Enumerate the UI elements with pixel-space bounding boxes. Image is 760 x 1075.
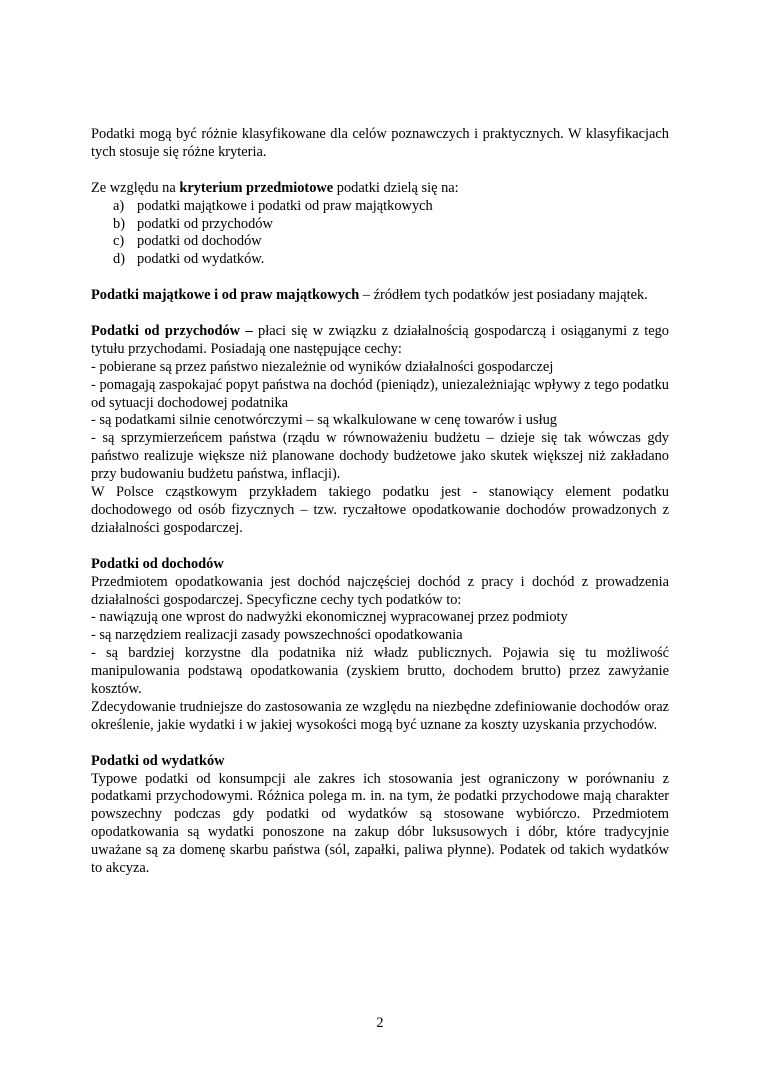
list-item-text: podatki majątkowe i podatki od praw majątkowych <box>137 197 433 214</box>
criterion-prefix: Ze względu na <box>91 179 180 196</box>
list-item-text: podatki od przychodów <box>137 215 273 232</box>
list-marker: c) <box>113 233 125 250</box>
intro-paragraph: Podatki mogą być różnie klasyfikowane dla celów poznawczych i praktycznych. W klasyfikacjach tych stosuje się różne kryteria. <box>91 126 669 160</box>
majatkowe-paragraph <box>91 287 669 305</box>
przychody-feature: - pomagają zaspokajać popyt państwa na dochód (pieniądz), uniezależniając wpływy z tego podatku od sytuacji dochodowej podatnika <box>91 376 669 411</box>
spacer <box>91 538 669 556</box>
przychody-poland-paragraph: W Polsce cząstkowym przykładem takiego podatku jest - stanowiący element podatku dochodowego od osób fizycznych – tzw. ryczałtowe opodatkowanie dochodów prowadzonych z działalności gospodarczej. <box>91 484 669 536</box>
dochody-closing: Zdecydowanie trudniejsze do zastosowania ze względu na niezbędne zdefiniowanie dochodów oraz określenie, jakie wydatki i w jakiej wysokości mogą być uznane za koszty uzyskania przychodów. <box>91 698 669 733</box>
page-number: 2 <box>376 1015 384 1031</box>
list-marker: a) <box>113 197 125 214</box>
dochody-intro: Przedmiotem opodatkowania jest dochód najczęściej dochód z pracy i dochód z prowadzenia działalności gospodarczej. Specyficzne cechy tych podatków to: <box>91 573 669 608</box>
list-item <box>91 233 669 251</box>
criterion-suffix: podatki dzielą się na: <box>333 179 459 196</box>
criterion-paragraph <box>91 180 669 198</box>
przychody-paragraph <box>91 323 669 359</box>
document-page <box>91 126 669 878</box>
wydatki-paragraph: Typowe podatki od konsumpcji ale zakres ich stosowania jest ograniczony w porównaniu z podatkami przychodowymi. Różnica polega m. in. na tym, że podatki przychodowe mają charakter powszechny podczas gdy podatki od wydatków są stosowane wybiórczo. Przedmiotem opodatkowania są wydatki ponoszone na zakup dóbr luksusowych i dóbr, które tradycyjnie uważane są za domenę skarbu państwa (sól, zapałki, paliwa płynne). Podatek od takich wydatków to akcyza. <box>91 770 669 877</box>
dochody-heading: Podatki od dochodów <box>91 555 224 572</box>
przychody-heading: Podatki od przychodów – <box>91 322 253 339</box>
wydatki-heading: Podatki od wydatków <box>91 752 225 769</box>
list-item <box>91 251 669 269</box>
dochody-feature: - są bardziej korzystne dla podatnika niż władz publicznych. Pojawia się tu możliwość manipulowania podstawą opodatkowania (zyskiem brutto, dochodem brutto) przez zawyżanie kosztów. <box>91 645 669 698</box>
spacer <box>91 269 669 287</box>
majatkowe-text: – źródłem tych podatków jest posiadany majątek. <box>359 287 648 304</box>
spacer <box>91 162 669 180</box>
przychody-feature: - są podatkami silnie cenotwórczymi – są wkalkulowane w cenę towarów i usług <box>91 412 557 429</box>
list-item <box>91 198 669 216</box>
list-item-text: podatki od wydatków. <box>137 251 265 268</box>
spacer <box>91 735 669 753</box>
dochody-feature: - są narzędziem realizacji zasady powszechności opodatkowania <box>91 627 463 644</box>
majatkowe-heading: Podatki majątkowe i od praw majątkowych <box>91 287 360 304</box>
przychody-feature: - są sprzymierzeńcem państwa (rządu w równoważeniu budżetu – dzieje się tak wówczas gdy państwo realizuje większe niż planowane dochody budżetowe jako skutek większej niż zakładano przy budowaniu budżetu państwa, inflacji). <box>91 430 669 483</box>
list-marker: d) <box>113 251 125 268</box>
criterion-bold: kryterium przedmiotowe <box>179 179 334 196</box>
list-marker: b) <box>113 215 125 232</box>
przychody-intro: płaci się w związku z działalnością gospodarczą i osiąganymi z tego tytułu przychodami. Posiadają one następujące cechy: <box>91 322 669 357</box>
przychody-feature: - pobierane są przez państwo niezależnie od wyników działalności gospodarczej <box>91 358 554 375</box>
criterion-list <box>91 198 669 270</box>
list-item-text: podatki od dochodów <box>137 233 262 250</box>
dochody-heading-line <box>91 556 669 574</box>
wydatki-heading-line <box>91 753 669 771</box>
spacer <box>91 305 669 323</box>
dochody-feature: - nawiązują one wprost do nadwyżki ekonomicznej wypracowanej przez podmioty <box>91 609 568 626</box>
list-item <box>91 216 669 234</box>
